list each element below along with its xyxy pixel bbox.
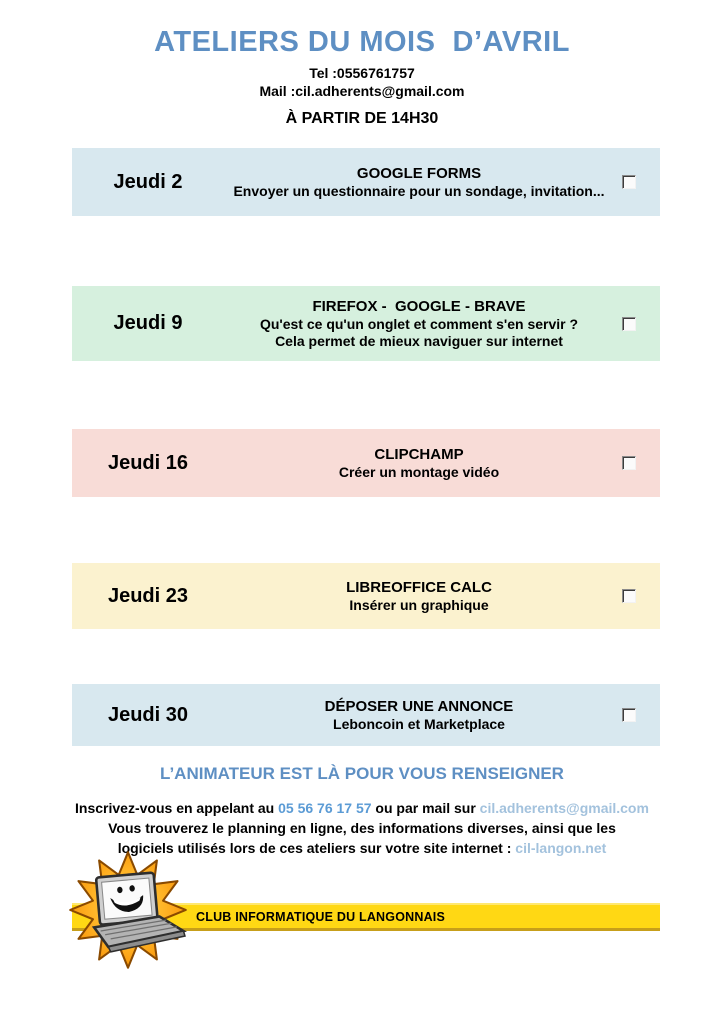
checkbox-cell: [614, 589, 660, 603]
workshop-subtitle: Insérer un graphique: [349, 596, 489, 613]
workshop-subtitle: Cela permet de mieux naviguer sur internet: [275, 332, 563, 349]
workshop-info: [224, 298, 614, 350]
workshop-title: LIBREOFFICE CALC: [346, 578, 492, 596]
workshop-title: GOOGLE FORMS: [356, 164, 482, 182]
workshop-info: [224, 165, 614, 200]
checkbox-cell: [614, 317, 660, 331]
workshop-subtitle: Envoyer un questionnaire pour un sondage, invitation...: [233, 182, 605, 199]
workshop-day: Jeudi 16: [107, 451, 189, 474]
checkbox-cell: [614, 456, 660, 470]
attendance-checkbox[interactable]: [622, 317, 636, 331]
workshop-row-jeudi-16: [72, 429, 660, 497]
workshop-row-jeudi-23: [72, 563, 660, 629]
footer-line1-pre: Inscrivez-vous en appelant au: [75, 800, 279, 816]
footer-heading: L’ANIMATEUR EST LÀ POUR VOUS RENSEIGNER: [160, 764, 564, 783]
workshop-day: Jeudi 2: [113, 170, 183, 193]
header-email: Mail :cil.adherents@gmail.com: [259, 83, 465, 99]
laptop-sunburst-logo-icon: [62, 850, 194, 972]
workshop-info: [224, 698, 614, 733]
checkbox-cell: [614, 175, 660, 189]
workshop-day: Jeudi 23: [107, 584, 189, 607]
workshop-title: CLIPCHAMP: [374, 445, 464, 463]
header-phone: Tel :0556761757: [309, 65, 415, 81]
workshop-row-jeudi-30: [72, 684, 660, 746]
workshop-day: Jeudi 30: [107, 703, 189, 726]
email-link[interactable]: cil.adherents@gmail.com: [479, 800, 649, 816]
footer-line1-mid: ou par mail sur: [371, 800, 480, 816]
workshop-row-jeudi-2: [72, 148, 660, 216]
workshop-subtitle: Qu'est ce qu'un onglet et comment s'en servir ?: [259, 315, 579, 332]
footer-line-1: [0, 798, 724, 818]
footer-text: [0, 798, 724, 858]
workshop-row-jeudi-9: [72, 286, 660, 361]
workshop-subtitle: Leboncoin et Marketplace: [333, 715, 505, 732]
checkbox-cell: [614, 708, 660, 722]
phone-link[interactable]: 05 56 76 17 57: [278, 800, 372, 816]
attendance-checkbox[interactable]: [622, 456, 636, 470]
footer-line3-pre: logiciels utilisés lors de ces ateliers sur votre site internet :: [117, 840, 516, 856]
workshop-subtitle: Créer un montage vidéo: [338, 463, 500, 480]
attendance-checkbox[interactable]: [622, 708, 636, 722]
start-time: À PARTIR DE 14H30: [285, 110, 439, 127]
workshop-title: FIREFOX - GOOGLE - BRAVE: [312, 297, 526, 315]
workshop-title: DÉPOSER UNE ANNONCE: [324, 697, 514, 715]
club-banner-label: CLUB INFORMATIQUE DU LANGONNAIS: [196, 909, 446, 924]
attendance-checkbox[interactable]: [622, 589, 636, 603]
workshop-day: Jeudi 9: [113, 312, 183, 334]
workshop-info: [224, 579, 614, 614]
workshop-info: [224, 446, 614, 481]
footer-line-2: Vous trouverez le planning en ligne, des informations diverses, ainsi que les: [108, 820, 616, 836]
attendance-checkbox[interactable]: [622, 175, 636, 189]
website-link[interactable]: cil-langon.net: [515, 840, 607, 856]
page-title: ATELIERS DU MOIS D’AVRIL: [154, 26, 570, 58]
